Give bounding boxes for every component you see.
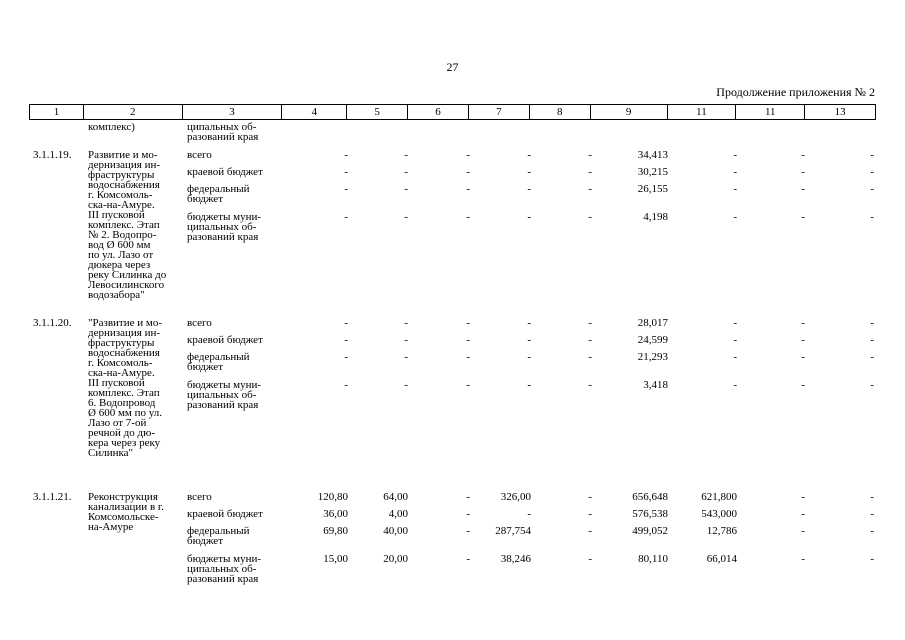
value-cell: - [588, 211, 592, 223]
source-line: бюджеты муни- [187, 553, 262, 565]
row-number: 3.1.1.20. [33, 317, 72, 329]
value-cell: - [870, 379, 874, 391]
value-cell: - [344, 379, 348, 391]
name-line: Лазо от 7-ой [88, 417, 147, 429]
value-cell: - [588, 553, 592, 565]
source-line: ципальных об- [187, 221, 257, 233]
value-cell: 499,052 [632, 525, 668, 537]
value-cell: - [733, 317, 737, 329]
value-cell: - [801, 183, 805, 195]
value-cell: - [527, 211, 531, 223]
value-cell: - [588, 508, 592, 520]
value-cell: 12,786 [706, 525, 737, 537]
name-line: г. Комсомоль- [88, 357, 153, 369]
value-cell: - [527, 334, 531, 346]
value-cell: - [527, 379, 531, 391]
source-line: бюджет [187, 535, 223, 547]
name-line: комплекс. Этап [88, 219, 160, 231]
value-cell: - [527, 166, 531, 178]
source-line: краевой бюджет [187, 508, 263, 520]
value-cell: - [466, 491, 470, 503]
name-line: речной до дю- [88, 427, 155, 439]
value-cell: - [801, 149, 805, 161]
name-line: реку Силинка до [88, 269, 167, 281]
value-cell: - [801, 525, 805, 537]
value-cell: 576,538 [632, 508, 668, 520]
header-cell-4: 4 [282, 105, 347, 119]
value-cell: - [801, 491, 805, 503]
value-cell: - [344, 334, 348, 346]
header-cell-5: 5 [347, 105, 408, 119]
value-cell: - [801, 334, 805, 346]
name-line: водоснабжения [88, 347, 160, 359]
name-line: фраструктуры [88, 337, 155, 349]
source-line: бюджеты муни- [187, 211, 262, 223]
name-line: 6. Водопровод [88, 397, 156, 409]
value-cell: 24,599 [637, 334, 668, 346]
value-cell: - [527, 317, 531, 329]
header-cell-7: 7 [469, 105, 530, 119]
value-cell: 80,110 [638, 553, 668, 565]
value-cell: - [733, 351, 737, 363]
source-line: разований края [187, 231, 259, 243]
name-line: кера через реку [88, 437, 161, 449]
value-cell: - [527, 183, 531, 195]
value-cell: - [588, 317, 592, 329]
value-cell: - [801, 553, 805, 565]
name-line: Левосилинского [88, 279, 165, 291]
value-cell: - [870, 183, 874, 195]
value-cell: - [344, 211, 348, 223]
source-line: разований края [187, 399, 259, 411]
value-cell: - [870, 334, 874, 346]
row-number: 3.1.1.21. [33, 491, 72, 503]
source-line: бюджеты муни- [187, 379, 262, 391]
name-line: III пусковой [88, 209, 145, 221]
name-line: ска-на-Амуре. [88, 367, 155, 379]
value-cell: - [870, 351, 874, 363]
source-line: разований края [187, 573, 259, 585]
value-cell: - [733, 183, 737, 195]
value-cell: - [466, 553, 470, 565]
value-cell: - [466, 183, 470, 195]
value-cell: - [870, 525, 874, 537]
value-cell: - [466, 508, 470, 520]
name-line: на-Амуре [88, 521, 134, 533]
source-line: федеральный [187, 351, 250, 363]
value-cell: 3,418 [643, 379, 668, 391]
value-cell: 656,648 [632, 491, 668, 503]
header-cell-6: 6 [408, 105, 469, 119]
name-line: "Развитие и мо- [88, 317, 163, 329]
value-cell: 15,00 [323, 553, 348, 565]
value-cell: - [588, 149, 592, 161]
name-line: комплекс) [88, 121, 135, 133]
name-line: водозабора" [88, 289, 145, 301]
value-cell: - [588, 334, 592, 346]
value-cell: - [733, 379, 737, 391]
value-cell: - [466, 149, 470, 161]
value-cell: 543,000 [701, 508, 737, 520]
value-cell: - [404, 183, 408, 195]
value-cell: - [870, 166, 874, 178]
name-line: Реконструкция [88, 491, 158, 503]
name-line: Комсомольске- [88, 511, 159, 523]
name-line: вод Ø 600 мм [88, 239, 151, 251]
page-number: 27 [446, 60, 459, 74]
value-cell: - [404, 317, 408, 329]
value-cell: - [733, 334, 737, 346]
value-cell: - [404, 379, 408, 391]
value-cell: - [733, 149, 737, 161]
source-line: краевой бюджет [187, 166, 263, 178]
value-cell: - [588, 525, 592, 537]
header-cell-9: 9 [591, 105, 668, 119]
value-cell: 34,413 [637, 149, 668, 161]
table-header [29, 104, 876, 120]
source-line: бюджет [187, 361, 223, 373]
value-cell: - [588, 379, 592, 391]
value-cell: 66,014 [706, 553, 737, 565]
value-cell: - [870, 491, 874, 503]
value-cell: 287,754 [495, 525, 531, 537]
value-cell: - [466, 525, 470, 537]
value-cell: - [588, 351, 592, 363]
header-cell-1: 1 [30, 105, 84, 119]
value-cell: 326,00 [500, 491, 531, 503]
value-cell: - [466, 334, 470, 346]
name-line: ска-на-Амуре. [88, 199, 155, 211]
source-line: федеральный [187, 525, 250, 537]
name-line: № 2. Водопро- [88, 229, 157, 241]
value-cell: 621,800 [701, 491, 737, 503]
value-cell: 120,80 [317, 491, 348, 503]
value-cell: - [344, 183, 348, 195]
value-cell: - [466, 166, 470, 178]
value-cell: - [466, 211, 470, 223]
value-cell: - [404, 149, 408, 161]
source-line: разований края [187, 131, 259, 143]
value-cell: 4,198 [643, 211, 668, 223]
value-cell: - [344, 351, 348, 363]
value-cell: - [404, 334, 408, 346]
value-cell: - [801, 379, 805, 391]
value-cell: - [801, 317, 805, 329]
value-cell: 21,293 [637, 351, 668, 363]
value-cell: - [466, 351, 470, 363]
value-cell: - [870, 149, 874, 161]
name-line: дюкера через [88, 259, 151, 271]
name-line: канализации в г. [88, 501, 164, 513]
value-cell: - [527, 351, 531, 363]
value-cell: - [870, 317, 874, 329]
value-cell: - [466, 317, 470, 329]
value-cell: 38,246 [500, 553, 531, 565]
value-cell: - [870, 211, 874, 223]
value-cell: - [344, 166, 348, 178]
value-cell: - [588, 183, 592, 195]
value-cell: - [466, 379, 470, 391]
header-cell-10: 11 [668, 105, 737, 119]
value-cell: 69,80 [323, 525, 348, 537]
name-line: Силинка" [88, 447, 134, 459]
value-cell: - [527, 508, 531, 520]
value-cell: - [801, 508, 805, 520]
value-cell: - [404, 211, 408, 223]
header-cell-11: 11 [736, 105, 805, 119]
header-cell-8: 8 [530, 105, 591, 119]
value-cell: - [404, 351, 408, 363]
name-line: водоснабжения [88, 179, 160, 191]
value-cell: 26,155 [637, 183, 668, 195]
source-line: бюджет [187, 193, 223, 205]
value-cell: - [344, 149, 348, 161]
value-cell: - [344, 317, 348, 329]
value-cell: - [404, 166, 408, 178]
source-line: всего [187, 149, 212, 161]
source-line: всего [187, 491, 212, 503]
value-cell: - [801, 211, 805, 223]
row-number: 3.1.1.19. [33, 149, 72, 161]
value-cell: 4,00 [388, 508, 408, 520]
name-line: дернизация ин- [88, 159, 160, 171]
value-cell: - [870, 553, 874, 565]
value-cell: 40,00 [383, 525, 408, 537]
name-line: III пусковой [88, 377, 145, 389]
name-line: Развитие и мо- [88, 149, 158, 161]
name-line: г. Комсомоль- [88, 189, 153, 201]
value-cell: - [588, 491, 592, 503]
name-line: комплекс. Этап [88, 387, 160, 399]
source-line: ципальных об- [187, 389, 257, 401]
name-line: по ул. Лазо от [88, 249, 154, 261]
name-line: Ø 600 мм по ул. [88, 407, 163, 419]
value-cell: 64,00 [383, 491, 408, 503]
value-cell: 28,017 [637, 317, 668, 329]
source-line: краевой бюджет [187, 334, 263, 346]
value-cell: - [588, 166, 592, 178]
value-cell: - [527, 149, 531, 161]
value-cell: - [733, 166, 737, 178]
continuation-label: Продолжение приложения № 2 [716, 85, 875, 99]
value-cell: - [870, 508, 874, 520]
value-cell: - [801, 166, 805, 178]
source-line: всего [187, 317, 212, 329]
value-cell: - [801, 351, 805, 363]
source-line: ципальных об- [187, 121, 257, 133]
header-cell-3: 3 [183, 105, 283, 119]
header-cell-2: 2 [84, 105, 183, 119]
name-line: дернизация ин- [88, 327, 160, 339]
value-cell: 30,215 [637, 166, 668, 178]
value-cell: 20,00 [383, 553, 408, 565]
source-line: ципальных об- [187, 563, 257, 575]
source-line: федеральный [187, 183, 250, 195]
value-cell: - [733, 211, 737, 223]
value-cell: 36,00 [323, 508, 348, 520]
header-cell-12: 13 [834, 106, 846, 118]
name-line: фраструктуры [88, 169, 155, 181]
